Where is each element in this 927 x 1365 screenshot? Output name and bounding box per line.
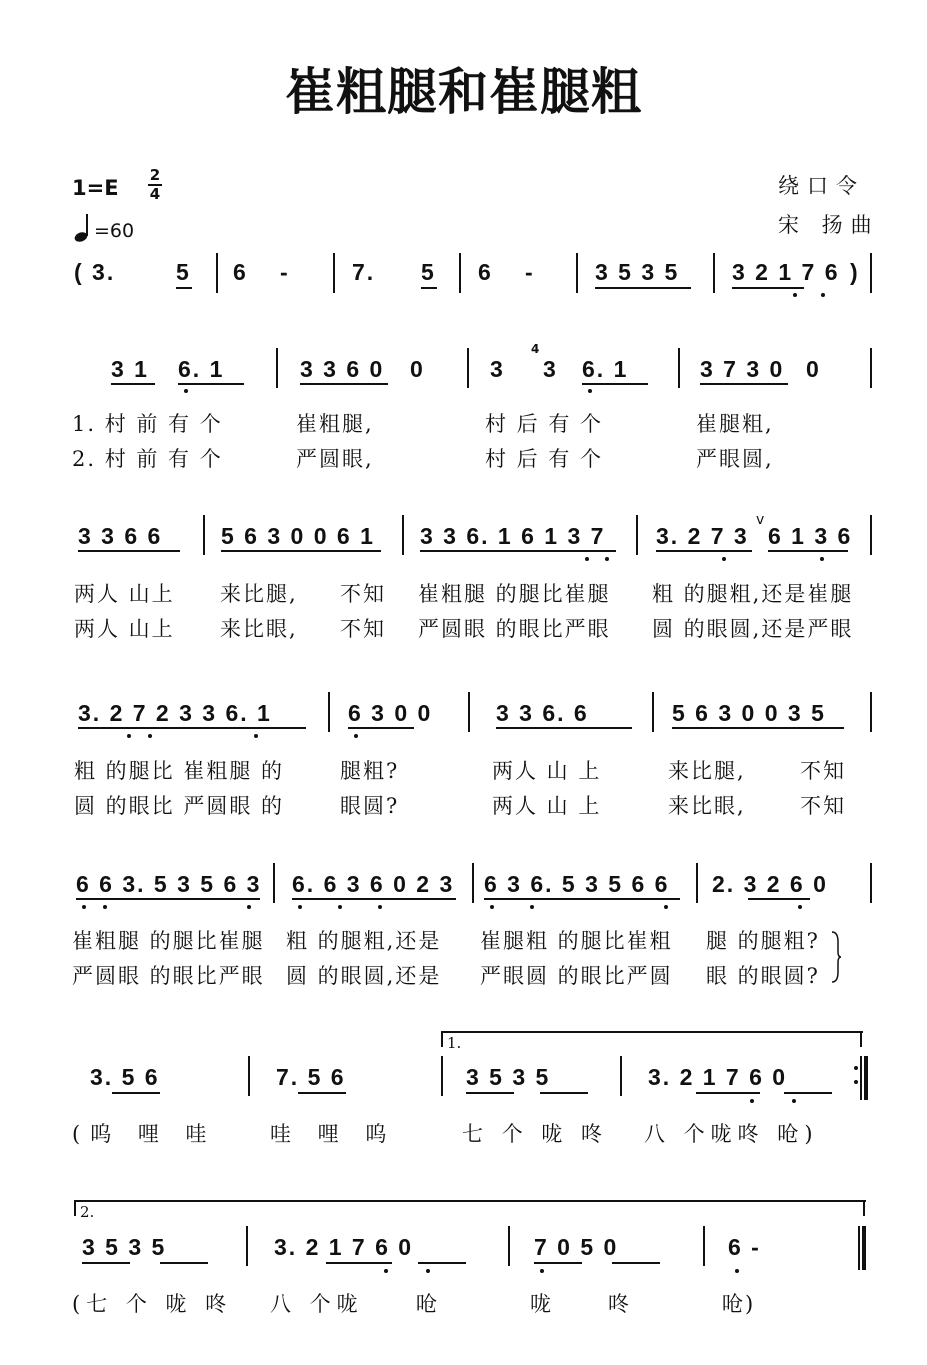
low-octave-dot — [384, 1269, 388, 1273]
underline — [300, 383, 388, 385]
final-barline-thick — [862, 1226, 866, 1270]
low-octave-dot — [103, 905, 107, 909]
time-numerator: 2 — [149, 166, 161, 184]
lyric-verse1: 崔腿粗, — [696, 412, 774, 436]
underline — [672, 727, 844, 729]
barline — [870, 253, 872, 293]
low-octave-dot — [127, 734, 131, 738]
underline — [696, 1092, 760, 1094]
note-group: 7. 5 6 — [276, 1064, 346, 1090]
note-group: 5 6 3 0 0 3 5 — [672, 700, 826, 726]
barline — [276, 348, 278, 388]
note-group: 3 3 6 0 — [300, 356, 385, 382]
low-octave-dot — [735, 1269, 739, 1273]
lyric-verse1: 村 后 有 个 — [485, 412, 604, 436]
barline — [636, 515, 638, 555]
underline — [534, 1262, 582, 1264]
underline — [612, 1262, 660, 1264]
lyric-verse1: 1. 村 前 有 个 — [72, 412, 223, 436]
repeat-dot — [854, 1080, 858, 1084]
note-group: 3 3 6. 1 6 1 3 7 — [420, 523, 606, 549]
low-octave-dot — [798, 905, 802, 909]
note-group: 6 — [478, 259, 493, 285]
note-group: 3 3 6 6 — [78, 523, 163, 549]
note-group: 7. — [352, 259, 376, 285]
time-signature — [148, 168, 162, 202]
underline — [496, 727, 632, 729]
note-group: 3 7 3 0 — [700, 356, 785, 382]
underline — [420, 550, 616, 552]
note-group: - — [525, 259, 535, 285]
lyric-verse2: 来比眼, — [220, 617, 298, 641]
note-group: 2. 3 2 6 0 — [712, 871, 828, 897]
underline — [348, 727, 414, 729]
underline — [298, 1092, 346, 1094]
underline — [292, 898, 456, 900]
underline — [82, 1262, 130, 1264]
lyric-verse2: 不知 — [800, 794, 846, 818]
barline — [472, 863, 474, 903]
note-group: 3 5 3 5 — [595, 259, 680, 285]
note-group: 3. 2 7 3 — [656, 523, 749, 549]
barline — [870, 348, 872, 388]
note-group: 6. 1 — [178, 356, 225, 382]
barline — [508, 1226, 510, 1266]
barline — [576, 253, 578, 293]
lyric-vocable: (七 个 咙 咚 — [72, 1292, 233, 1316]
note-group: 3 — [543, 356, 558, 382]
low-octave-dot — [820, 557, 824, 561]
lyric-verse2: 圆 的眼比 严圆眼 的 — [74, 794, 285, 818]
low-octave-dot — [792, 1099, 796, 1103]
underline — [78, 550, 180, 552]
barline — [246, 1226, 248, 1266]
repeat-dot — [854, 1066, 858, 1070]
underline — [748, 898, 810, 900]
lyric-verse2: 来比眼, — [668, 794, 746, 818]
note-group: ( 3. — [74, 259, 116, 285]
lyric-verse1: 粗 的腿比 崔粗腿 的 — [74, 759, 285, 783]
note-group: 6. 6 3 6 0 2 3 — [292, 871, 455, 897]
low-octave-dot — [148, 734, 152, 738]
note-group: 5 — [176, 259, 191, 285]
note-group: 5 6 3 0 0 6 1 — [221, 523, 375, 549]
lyric-verse2: 2. 村 前 有 个 — [72, 447, 223, 471]
note-group: 3 5 3 5 — [466, 1064, 551, 1090]
brace-icon — [830, 930, 842, 984]
note-group: 7 0 5 0 — [534, 1234, 619, 1260]
barline — [652, 692, 654, 732]
volta-end — [860, 1031, 862, 1047]
underline — [784, 1092, 832, 1094]
barline — [248, 1056, 250, 1096]
note-group: 6 3 6. 5 3 5 6 6 — [484, 871, 670, 897]
lyric-vocable: 咙 — [530, 1292, 553, 1316]
subtitle-label: 绕口令 — [778, 174, 865, 198]
lyric-verse2: 两人 山 上 — [492, 794, 602, 818]
lyric-vocable: 哇 哩 呜 — [270, 1122, 397, 1146]
barline — [203, 515, 205, 555]
lyric-verse1: 崔粗腿 的腿比崔腿 — [418, 582, 611, 606]
barline — [459, 253, 461, 293]
note-group: 0 — [806, 356, 821, 382]
time-denominator: 4 — [149, 185, 161, 203]
barline — [870, 692, 872, 732]
low-octave-dot — [490, 905, 494, 909]
lyric-vocable: 八 个咙 — [270, 1292, 364, 1316]
lyric-vocable: 呛) — [722, 1292, 756, 1316]
note-group: 3 — [490, 356, 505, 382]
volta-bracket — [441, 1031, 863, 1047]
barline — [713, 253, 715, 293]
low-octave-dot — [338, 905, 342, 909]
underline — [178, 383, 244, 385]
underline — [540, 1092, 588, 1094]
note-group: 3. 2 1 7 6 0 — [648, 1064, 788, 1090]
lyric-verse2: 眼圆? — [340, 794, 400, 818]
lyric-verse1: 两人 山 上 — [492, 759, 602, 783]
note-group: ) — [850, 259, 860, 285]
lyric-verse2: 严眼圆 的眼比严圆 — [480, 964, 673, 988]
lyric-verse1: 崔粗腿 的腿比崔腿 — [72, 929, 265, 953]
repeat-barline — [860, 1056, 862, 1100]
barline — [402, 515, 404, 555]
lyric-verse2: 圆 的眼圆,还是严眼 — [652, 617, 854, 641]
lyric-verse1: 来比腿, — [220, 582, 298, 606]
underline — [466, 1092, 514, 1094]
low-octave-dot — [540, 1269, 544, 1273]
low-octave-dot — [793, 293, 797, 297]
lyric-vocable: 八 个咙咚 呛) — [644, 1122, 819, 1146]
lyric-verse1: 崔粗腿, — [296, 412, 374, 436]
final-barline — [858, 1226, 860, 1270]
low-octave-dot — [426, 1269, 430, 1273]
underline — [112, 1092, 160, 1094]
barline — [216, 253, 218, 293]
lyric-verse1: 不知 — [340, 582, 386, 606]
low-octave-dot — [585, 557, 589, 561]
note-group: 6 6 3. 5 3 5 6 3 — [76, 871, 262, 897]
note-group: 3. 2 7 2 3 3 6. 1 — [78, 700, 272, 726]
barline — [441, 1056, 443, 1096]
low-octave-dot — [821, 293, 825, 297]
low-octave-dot — [254, 734, 258, 738]
lyric-vocable: 咚 — [608, 1292, 631, 1316]
low-octave-dot — [530, 905, 534, 909]
underline — [111, 383, 155, 385]
barline — [870, 863, 872, 903]
lyric-verse2: 严圆眼 的眼比严眼 — [72, 964, 265, 988]
note-group: 3 2 1 7 6 — [732, 259, 840, 285]
underline — [421, 287, 437, 289]
low-octave-dot — [354, 734, 358, 738]
underline — [160, 1262, 208, 1264]
note-group: 3 5 3 5 — [82, 1234, 167, 1260]
low-octave-dot — [750, 1099, 754, 1103]
key-signature: 1=E — [72, 176, 119, 200]
note-group: 3 1 — [111, 356, 149, 382]
song-title: 崔粗腿和崔腿粗 — [285, 62, 642, 121]
underline — [700, 383, 788, 385]
lyric-verse1: 粗 的腿粗,还是崔腿 — [652, 582, 854, 606]
lyric-verse2: 两人 山上 — [74, 617, 175, 641]
lyric-verse2: 不知 — [340, 617, 386, 641]
low-octave-dot — [722, 557, 726, 561]
note-group: 6 — [233, 259, 248, 285]
lyric-vocable: 呛 — [416, 1292, 439, 1316]
barline — [678, 348, 680, 388]
barline — [328, 692, 330, 732]
lyric-verse2: 圆 的眼圆,还是 — [286, 964, 442, 988]
composer-label: 宋 扬曲 — [778, 213, 880, 237]
lyric-verse1: 来比腿, — [668, 759, 746, 783]
underline — [732, 287, 804, 289]
note-group: 3. 2 1 7 6 0 — [274, 1234, 414, 1260]
lyric-verse1: 崔腿粗 的腿比崔粗 — [480, 929, 673, 953]
underline — [582, 383, 648, 385]
barline — [870, 515, 872, 555]
tempo-value: =60 — [94, 220, 135, 242]
lyric-verse1: 腿 的腿粗? — [706, 929, 820, 953]
lyric-verse2: 眼 的眼圆? — [706, 964, 820, 988]
lyric-verse2: 严眼圆, — [696, 447, 774, 471]
low-octave-dot — [184, 389, 188, 393]
lyric-verse2: 村 后 有 个 — [485, 447, 604, 471]
grace-note: 4 — [531, 342, 540, 356]
lyric-verse1: 不知 — [800, 759, 846, 783]
low-octave-dot — [378, 905, 382, 909]
lyric-verse1: 两人 山上 — [74, 582, 175, 606]
lyric-verse2: 严圆眼 的眼比严眼 — [418, 617, 611, 641]
repeat-barline-thick — [864, 1056, 868, 1100]
note-group: 6 3 0 0 — [348, 700, 433, 726]
underline — [418, 1262, 466, 1264]
low-octave-dot — [82, 905, 86, 909]
barline — [696, 863, 698, 903]
volta-label: 2. — [80, 1203, 95, 1221]
underline — [78, 727, 306, 729]
underline — [221, 550, 381, 552]
volta-end — [863, 1200, 865, 1216]
note-group: 3 3 6. 6 — [496, 700, 589, 726]
lyric-vocable: (呜 哩 哇 — [72, 1122, 217, 1146]
barline — [273, 863, 275, 903]
note-group: 3. 5 6 — [90, 1064, 160, 1090]
note-group: - — [280, 259, 290, 285]
low-octave-dot — [247, 905, 251, 909]
lyric-verse1: 腿粗? — [340, 759, 400, 783]
underline — [768, 550, 848, 552]
breath-mark: v — [756, 512, 765, 528]
barline — [620, 1056, 622, 1096]
underline — [176, 287, 192, 289]
barline — [467, 348, 469, 388]
low-octave-dot — [588, 389, 592, 393]
barline — [468, 692, 470, 732]
lyric-vocable: 七 个 咙 咚 — [462, 1122, 609, 1146]
low-octave-dot — [298, 905, 302, 909]
underline — [656, 550, 752, 552]
barline — [703, 1226, 705, 1266]
note-group: 5 — [421, 259, 436, 285]
underline — [484, 898, 680, 900]
quarter-note-icon — [74, 212, 92, 244]
lyric-verse1: 粗 的腿粗,还是 — [286, 929, 442, 953]
low-octave-dot — [664, 905, 668, 909]
low-octave-dot — [605, 557, 609, 561]
barline — [333, 253, 335, 293]
volta-label: 1. — [447, 1034, 462, 1052]
volta-bracket — [74, 1200, 866, 1216]
underline — [76, 898, 260, 900]
note-group: 6 - — [728, 1234, 761, 1260]
underline — [326, 1262, 392, 1264]
note-group: 6. 1 — [582, 356, 629, 382]
underline — [595, 287, 691, 289]
note-group: 0 — [410, 356, 425, 382]
note-group: 6 1 3 6 — [768, 523, 853, 549]
lyric-verse2: 严圆眼, — [296, 447, 374, 471]
